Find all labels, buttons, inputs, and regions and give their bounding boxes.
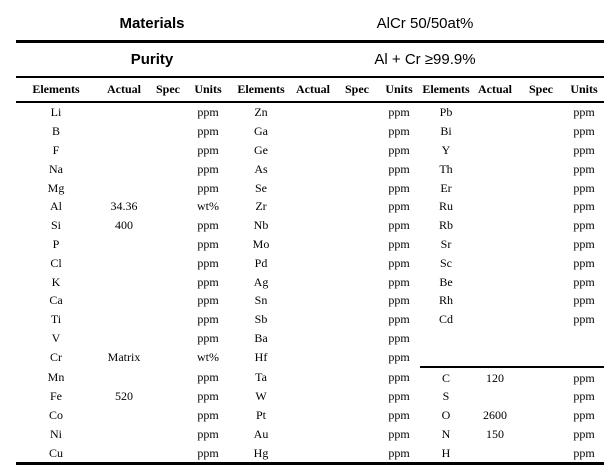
element-cell: Be [439,274,453,289]
units-cell: ppm [573,293,595,308]
spec-cell [518,367,564,387]
element-cell: N [441,426,451,441]
spec-cell [152,159,184,178]
table-row [16,272,604,291]
units-cell: ppm [573,124,595,139]
element-cell: Hg [232,443,290,463]
spec-cell [152,367,184,387]
element-cell: Mo [252,236,270,251]
spec-cell [152,310,184,329]
units-cell: ppm [388,426,410,441]
table-row [16,178,604,197]
spec-cell [152,272,184,291]
element-cell: As [254,161,268,176]
actual-cell [472,216,518,235]
element-cell: Nb [253,218,269,233]
spec-cell [336,122,378,141]
actual-cell [290,235,336,254]
element-cell: K [51,274,61,289]
actual-cell [472,197,518,216]
table-row [16,122,604,141]
table-header-row [16,77,604,102]
spec-cell [518,122,564,141]
element-cell: Mg [47,180,65,195]
units-cell: ppm [388,370,410,385]
table-row [16,197,604,216]
actual-cell [472,329,518,348]
spec-cell [152,141,184,160]
spec-cell [336,406,378,425]
purity-value: Al + Cr ≥99.9% [374,50,476,68]
spec-cell [518,272,564,291]
spec-cell [152,178,184,197]
actual-cell [96,367,152,387]
actual-cell [290,347,336,367]
actual-cell [290,291,336,310]
col-header-actual: Actual [290,77,336,102]
element-cell: S [442,389,450,404]
actual-cell [472,272,518,291]
element-cell: Pb [439,105,453,120]
element-cell: P [52,236,60,251]
actual-cell [290,272,336,291]
units-cell: ppm [573,180,595,195]
element-cell: V [51,330,61,345]
table-row [16,443,604,463]
actual-cell [290,310,336,329]
col-header-spec: Spec [518,77,564,102]
spec-cell [152,216,184,235]
spec-cell [518,253,564,272]
table-row [16,387,604,406]
materials-label: Materials [119,15,185,32]
element-cell: Pt [255,408,266,423]
element-cell: Cd [438,312,453,327]
units-cell: ppm [378,443,420,463]
element-cell: Ru [438,199,453,214]
actual-cell: 120 [472,367,518,387]
spec-cell [152,387,184,406]
spec-cell [518,425,564,444]
units-cell: ppm [197,124,219,139]
spec-cell [518,178,564,197]
actual-cell [290,122,336,141]
table-row [16,141,604,160]
element-cell: Ca [49,293,63,308]
units-cell: ppm [388,142,410,157]
element-cell: Y [441,142,451,157]
units-cell: ppm [388,180,410,195]
spec-cell [518,310,564,329]
spec-cell [518,406,564,425]
spec-cell [152,406,184,425]
actual-cell: 150 [486,426,504,441]
units-cell: ppm [197,142,219,157]
spec-cell [336,367,378,387]
element-cell: Se [255,180,267,195]
actual-cell [472,347,518,367]
element-cell: Sn [254,293,268,308]
element-cell: Rh [438,293,453,308]
col-header-units: Units [378,77,420,102]
table-row [16,406,604,425]
actual-cell [472,253,518,272]
col-header-units: Units [564,77,604,102]
element-cell: Bi [440,124,452,139]
spec-cell [152,122,184,141]
spec-cell [152,443,184,463]
actual-cell [472,102,518,122]
table-row [16,347,604,367]
units-cell: ppm [388,255,410,270]
units-cell: ppm [388,389,410,404]
spec-cell [152,235,184,254]
spec-cell [518,387,564,406]
spec-cell [152,425,184,444]
actual-cell [472,310,518,329]
actual-cell [290,197,336,216]
units-cell: ppm [197,105,219,120]
table-row [16,216,604,235]
spec-cell [518,291,564,310]
actual-cell [96,310,152,329]
purity-label: Purity [130,50,174,68]
units-cell: ppm [197,370,219,385]
element-cell: Ga [254,124,268,139]
table-row [16,291,604,310]
spec-cell [518,159,564,178]
col-header-elements: Elements [16,77,96,102]
spec-cell [518,197,564,216]
col-header-spec: Spec [336,77,378,102]
units-cell: ppm [184,443,232,463]
certificate-content [16,0,604,465]
units-cell: ppm [573,142,595,157]
units-cell: ppm [573,255,595,270]
units-cell: ppm [197,408,219,423]
units-cell: ppm [573,218,595,233]
units-cell: ppm [197,218,219,233]
spec-cell [336,178,378,197]
units-cell: ppm [197,236,219,251]
actual-cell [290,253,336,272]
units-cell: ppm [197,180,219,195]
spec-cell [336,425,378,444]
spec-cell [336,347,378,367]
units-cell: ppm [573,312,595,327]
spec-cell [518,329,564,348]
spec-cell [518,102,564,122]
actual-cell [96,159,152,178]
actual-cell [96,141,152,160]
spec-cell [518,141,564,160]
table-row [16,102,604,122]
materials-value: AlCr 50/50at% [376,15,474,32]
units-cell: ppm [573,408,595,423]
actual-cell [96,443,152,463]
element-cell: Mn [47,370,65,385]
actual-cell: 2600 [483,408,507,423]
spec-cell [152,197,184,216]
element-cell: Zn [254,105,268,120]
units-cell: ppm [388,330,410,345]
actual-cell [96,235,152,254]
units-cell: ppm [197,312,219,327]
actual-cell [290,178,336,197]
units-cell: ppm [197,255,219,270]
actual-cell [290,216,336,235]
units-cell [564,347,604,367]
table-row [16,310,604,329]
units-cell: ppm [573,274,595,289]
element-cell: Ba [254,330,268,345]
actual-cell [96,425,152,444]
actual-cell [472,235,518,254]
col-header-elements: Elements [420,77,472,102]
actual-cell [472,141,518,160]
element-cell: Cr [50,350,62,365]
table-row [16,235,604,254]
actual-cell [290,425,336,444]
spec-cell [518,235,564,254]
units-cell: ppm [573,236,595,251]
spec-cell [336,253,378,272]
element-cell: Rb [438,218,453,233]
actual-cell: 520 [115,389,133,404]
spec-cell [336,329,378,348]
element-cell: W [255,389,267,404]
units-cell: ppm [197,274,219,289]
element-cell: Si [50,218,61,233]
units-cell: ppm [573,389,595,404]
element-cell: Ta [255,370,267,385]
spec-cell [336,102,378,122]
actual-cell [290,159,336,178]
spec-cell [336,291,378,310]
units-cell: ppm [573,105,595,120]
units-cell: ppm [388,350,410,365]
element-cell: Cl [50,255,62,270]
spec-cell [336,235,378,254]
units-cell: ppm [388,236,410,251]
actual-cell [96,253,152,272]
actual-cell: 400 [115,218,133,233]
elements-table [16,76,604,465]
spec-cell [152,253,184,272]
units-cell: ppm [564,443,604,463]
element-cell: O [441,408,451,423]
actual-cell [290,406,336,425]
element-cell: Cu [16,443,96,463]
element-cell: Co [48,408,63,423]
actual-cell [472,122,518,141]
element-cell: Fe [50,389,62,404]
units-cell: wt% [197,199,219,214]
spec-cell [518,216,564,235]
actual-cell [96,122,152,141]
element-cell: Au [253,426,269,441]
table-row [16,329,604,348]
col-header-spec: Spec [152,77,184,102]
spec-cell [152,329,184,348]
units-cell: ppm [388,105,410,120]
units-cell: ppm [388,293,410,308]
actual-cell: Matrix [107,350,141,365]
element-cell: Ag [253,274,269,289]
col-header-elements: Elements [232,77,290,102]
spec-cell [336,272,378,291]
actual-cell [96,329,152,348]
spec-cell [336,387,378,406]
table-row [16,425,604,444]
units-cell: ppm [197,293,219,308]
actual-cell [96,406,152,425]
actual-cell: 34.36 [110,199,138,214]
col-header-units: Units [184,77,232,102]
actual-cell [472,159,518,178]
element-cell: Ge [254,142,268,157]
element-cell: Sc [440,255,452,270]
table-row [16,159,604,178]
col-header-actual: Actual [96,77,152,102]
actual-cell [472,443,518,463]
units-cell: ppm [197,330,219,345]
actual-cell [290,387,336,406]
element-cell: Er [440,180,452,195]
actual-cell [290,443,336,463]
actual-cell [290,102,336,122]
element-cell: F [52,142,60,157]
spec-cell [336,310,378,329]
units-cell: ppm [388,312,410,327]
units-cell: ppm [197,426,219,441]
actual-cell [290,367,336,387]
actual-cell [472,291,518,310]
actual-cell [472,178,518,197]
element-cell: Na [49,161,63,176]
units-cell: ppm [564,367,604,387]
actual-cell [472,387,518,406]
table-row [16,253,604,272]
element-cell: Sr [440,236,452,251]
spec-cell [336,197,378,216]
element-cell [420,329,472,348]
spec-cell [336,159,378,178]
spec-cell [336,141,378,160]
element-cell: Hf [254,350,268,365]
units-cell: ppm [197,389,219,404]
units-cell: ppm [573,161,595,176]
spec-cell [152,291,184,310]
purity-row [16,43,604,77]
element-cell: Al [50,199,62,214]
element-cell: B [51,124,60,139]
actual-cell [96,291,152,310]
element-cell: Ni [50,426,62,441]
actual-cell [290,141,336,160]
units-cell: wt% [197,350,219,365]
actual-cell [290,329,336,348]
table-row [16,367,604,387]
spec-cell [518,443,564,463]
element-cell: Ti [50,312,62,327]
col-header-actual: Actual [472,77,518,102]
element-cell [420,347,472,367]
actual-cell [96,178,152,197]
spec-cell [518,347,564,367]
element-cell: C [420,367,472,387]
materials-row [16,0,604,40]
element-cell: Pd [254,255,268,270]
element-cell: Zr [255,199,267,214]
units-cell: ppm [388,199,410,214]
units-cell: ppm [573,199,595,214]
actual-cell [96,272,152,291]
units-cell: ppm [388,124,410,139]
units-cell: ppm [388,408,410,423]
units-cell: ppm [573,426,595,441]
element-cell: Sb [254,312,268,327]
actual-cell [96,102,152,122]
units-cell: ppm [388,218,410,233]
units-cell: ppm [388,274,410,289]
spec-cell [336,216,378,235]
element-cell: H [420,443,472,463]
element-cell: Th [439,161,453,176]
units-cell: ppm [197,161,219,176]
units-cell: ppm [388,161,410,176]
spec-cell [152,347,184,367]
element-cell: Li [50,105,62,120]
units-cell [564,329,604,348]
spec-cell [336,443,378,463]
spec-cell [152,102,184,122]
